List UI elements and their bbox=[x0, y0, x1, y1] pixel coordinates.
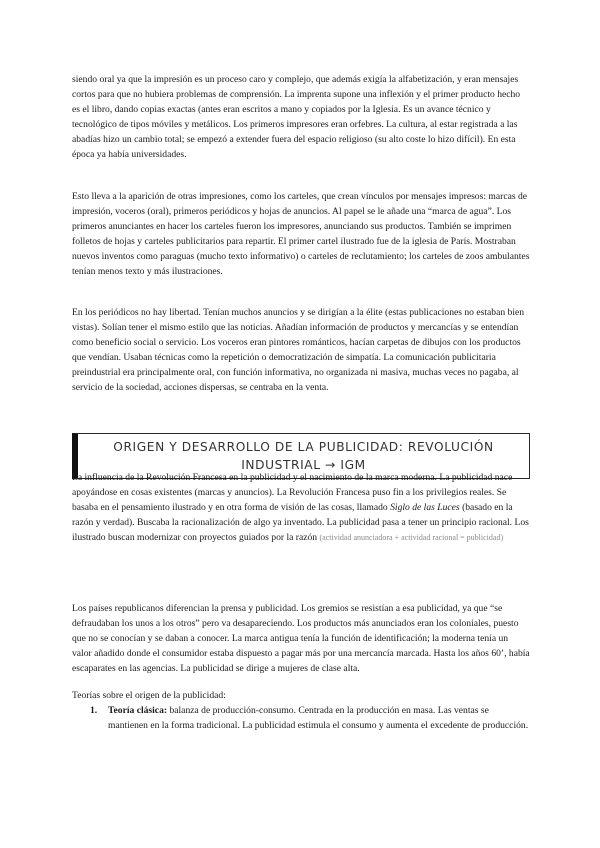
paragraph-posters: Esto lleva a la aparición de otras impresiones, como los carteles, que crean vínculos por mensajes impresos: marcas de impresión, voceros (oral), primeros periódicos y hojas de anuncios. Al papel se le añade una “marca de agua”. Los primeros anunciantes en hacer los carteles fueron los impresores, anunciando sus productos. También se imprimen folletos de hojas y carteles publicitarios para repartir. El primer cartel ilustrado fue de la iglesia de París. Mostraban nuevos inventos como paraguas (mucho texto informativo) o carteles de reclutamiento; los carteles de zoos ambulantes tenían menos texto y más ilustraciones. bbox=[72, 191, 530, 278]
list-number: 1. bbox=[90, 705, 98, 716]
paragraph-printing: siendo oral ya que la impresión es un proceso caro y complejo, que además exigía la alfabetización, y eran mensajes cortos para que no hubiera problemas de comprensión. La imprenta supone una inflexión y el primer producto hecho es el libro, dando copias exactas (antes eran escritos a mano y copiados por la Iglesia. Es un avance técnico y tecnológico de tipos móviles y metálicos. Los primeros impresores eran orfebres. La cultura, al estar registrada a las abadías hizo un cambio total; se empezó a extender fuera del espacio religioso (su alto coste lo hizo difícil). En esta época ya había universidades. bbox=[72, 74, 521, 161]
list-term: Teoría clásica: bbox=[108, 705, 168, 716]
section-heading-line1: ORIGEN Y DESARROLLO DE LA PUBLICIDAD: REVOLUCIÓN bbox=[113, 440, 494, 454]
italic-term: Siglo de las Luces bbox=[390, 502, 460, 514]
section-heading-line2: INDUSTRIAL → IGM bbox=[241, 458, 366, 472]
paragraph-republican-countries: Los países republicanos diferencian la prensa y publicidad. Los gremios se resistían a esa publicidad, ya que “se defraudaban los unos a los otros” pero va desapareciendo. Los productos más anunciados eran los coloniales, puesto que no se conocían y se daban a conocer. La marca antigua tenía la función de identificación; la moderna tenía un valor añadido donde el consumidor estaba dispuesto a pagar más por una mercancía marcada. Hasta los años 60’, había escaparates en las agencias. La publicidad se dirige a mujeres de clase alta. bbox=[72, 603, 530, 675]
paragraph-french-revolution bbox=[72, 470, 530, 545]
formula-note: (actividad anunciadora + actividad racional = publicidad) bbox=[319, 533, 504, 543]
list-text: balanza de producción-consumo. Centrada en la producción en masa. Las ventas se mantienen en la forma tradicional. La publicidad estimula el consumo y aumenta el excedente de producción. bbox=[108, 705, 529, 732]
paragraph-text: (basado en la razón y verdad). Buscaba la racionalización de algo ya inventado. La publicidad pasa a tener un principio racional. Los ilustrado buscan modernizar con proyectos guiados por la razón bbox=[72, 502, 529, 544]
list-item bbox=[90, 703, 530, 733]
paragraph-newspapers: En los periódicos no hay libertad. Tenían muchos anuncios y se dirigían a la élite (estas publicaciones no estaban bien vistas). Solían tener el mismo estilo que las noticias. Añadían información de productos y mercancías y se entendían como beneficio social o servicio. Los voceros eran pintores románticos, hacían carpetas de dibujos con los productos que vendían. Usaban técnicas como la repetición o democratización de simpatía. La comunicación publicitaria preindustrial era principalmente oral, con función informativa, no organizada ni masiva, muchas veces no pagaba, al servicio de la sociedad, acciones dispersas, se centraba en la venta. bbox=[72, 307, 525, 394]
list-label: Teorías sobre el origen de la publicidad: bbox=[72, 690, 226, 701]
paragraph-text: La influencia de la Revolución Francesa en la publicidad y el nacimiento de la marca moderna. La publicidad nace apoyándose en cosas existentes (marcas y anuncios). La Revolución Francesa puso fin a los privilegios reales. Se basaba en el pensamiento ilustrado y en otra forma de visión de las cosas, llamado bbox=[72, 472, 513, 514]
